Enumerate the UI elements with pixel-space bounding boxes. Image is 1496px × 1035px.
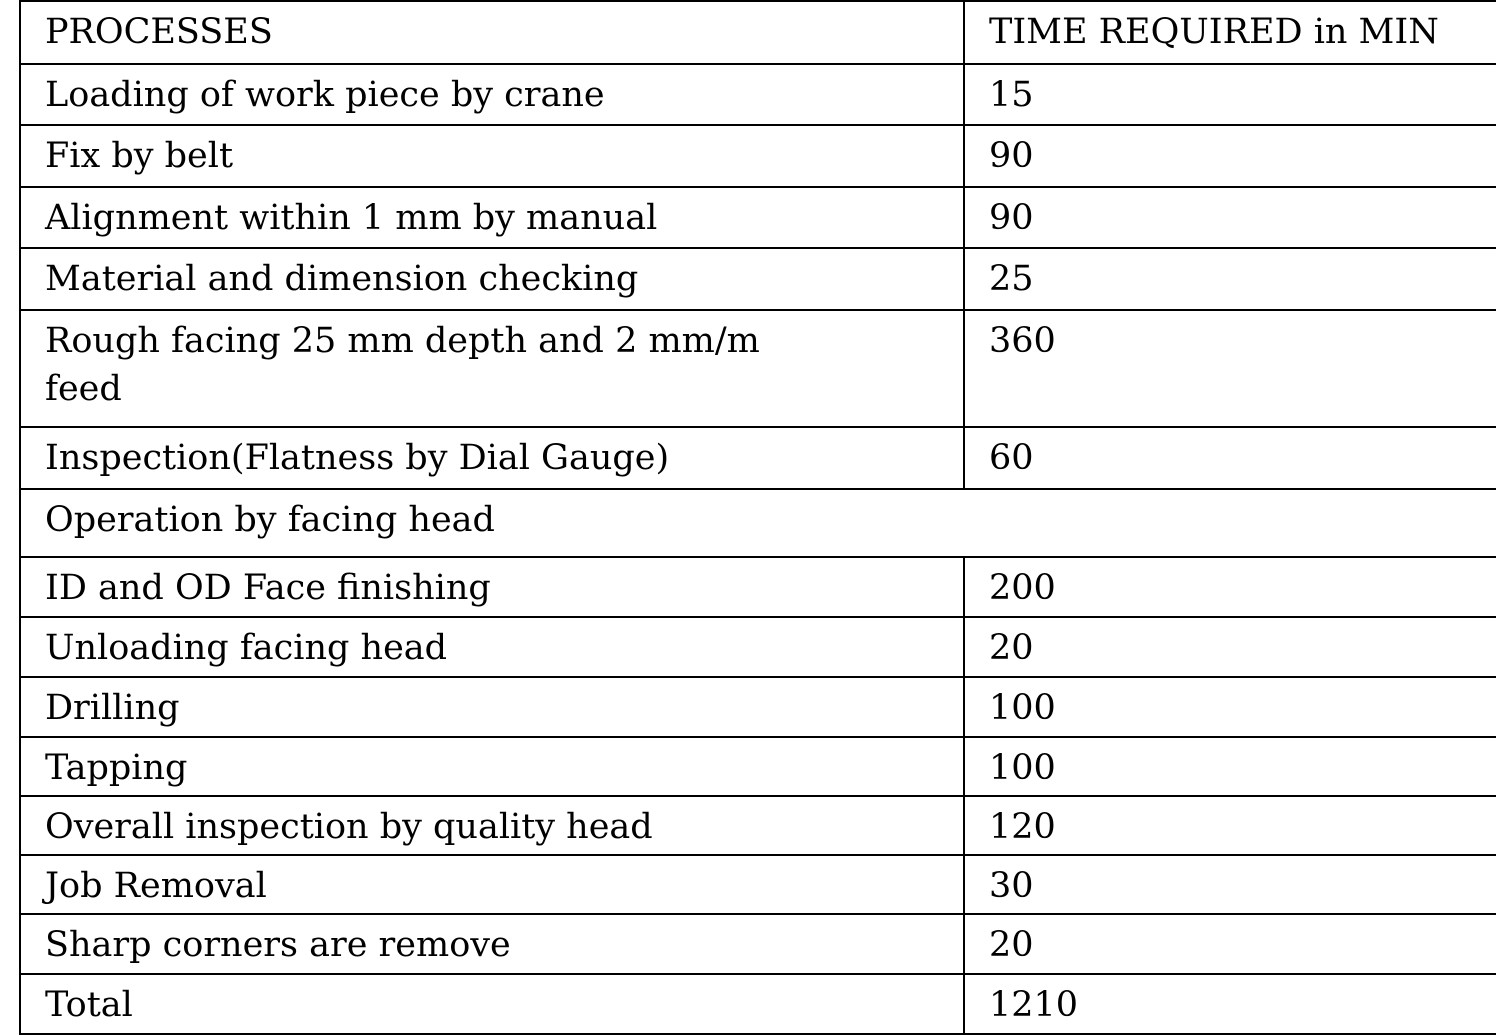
time-cell: 90 xyxy=(964,187,1496,248)
table-row xyxy=(20,855,1496,914)
process-cell: Sharp corners are remove xyxy=(20,914,964,974)
table-row xyxy=(20,64,1496,125)
table-row xyxy=(20,914,1496,974)
table-row xyxy=(20,617,1496,677)
table-row xyxy=(20,125,1496,187)
process-cell xyxy=(20,310,964,427)
time-cell: 15 xyxy=(964,64,1496,125)
process-cell: Material and dimension checking xyxy=(20,248,964,310)
header-processes: PROCESSES xyxy=(20,1,964,64)
process-cell: Tapping xyxy=(20,737,964,796)
process-cell: Drilling xyxy=(20,677,964,737)
table-row xyxy=(20,737,1496,796)
time-cell: 20 xyxy=(964,617,1496,677)
total-value-cell: 1210 xyxy=(964,974,1496,1034)
table-row xyxy=(20,677,1496,737)
time-cell: 360 xyxy=(964,310,1496,427)
table-row xyxy=(20,310,1496,427)
time-cell: 120 xyxy=(964,796,1496,855)
table-row xyxy=(20,248,1496,310)
table-row xyxy=(20,557,1496,617)
time-cell: 200 xyxy=(964,557,1496,617)
process-cell: Unloading facing head xyxy=(20,617,964,677)
table-row xyxy=(20,796,1496,855)
section-heading-cell: Operation by facing head xyxy=(20,489,1496,557)
time-cell: 100 xyxy=(964,737,1496,796)
total-row xyxy=(20,974,1496,1034)
total-label-cell: Total xyxy=(20,974,964,1034)
time-cell: 25 xyxy=(964,248,1496,310)
time-cell: 30 xyxy=(964,855,1496,914)
process-cell: Job Removal xyxy=(20,855,964,914)
process-cell: ID and OD Face finishing xyxy=(20,557,964,617)
header-time-required: TIME REQUIRED in MIN xyxy=(964,1,1496,64)
process-time-table xyxy=(19,0,1496,1035)
time-cell: 60 xyxy=(964,427,1496,489)
process-cell: Loading of work piece by crane xyxy=(20,64,964,125)
time-cell: 90 xyxy=(964,125,1496,187)
table-row xyxy=(20,427,1496,489)
time-cell: 20 xyxy=(964,914,1496,974)
table-row xyxy=(20,187,1496,248)
table-header-row xyxy=(20,1,1496,64)
process-cell: Fix by belt xyxy=(20,125,964,187)
time-cell: 100 xyxy=(964,677,1496,737)
process-cell: Inspection(Flatness by Dial Gauge) xyxy=(20,427,964,489)
process-cell: Alignment within 1 mm by manual xyxy=(20,187,964,248)
process-text: Rough facing 25 mm depth and 2 mm/m feed xyxy=(45,321,760,409)
process-cell: Overall inspection by quality head xyxy=(20,796,964,855)
section-row xyxy=(20,489,1496,557)
